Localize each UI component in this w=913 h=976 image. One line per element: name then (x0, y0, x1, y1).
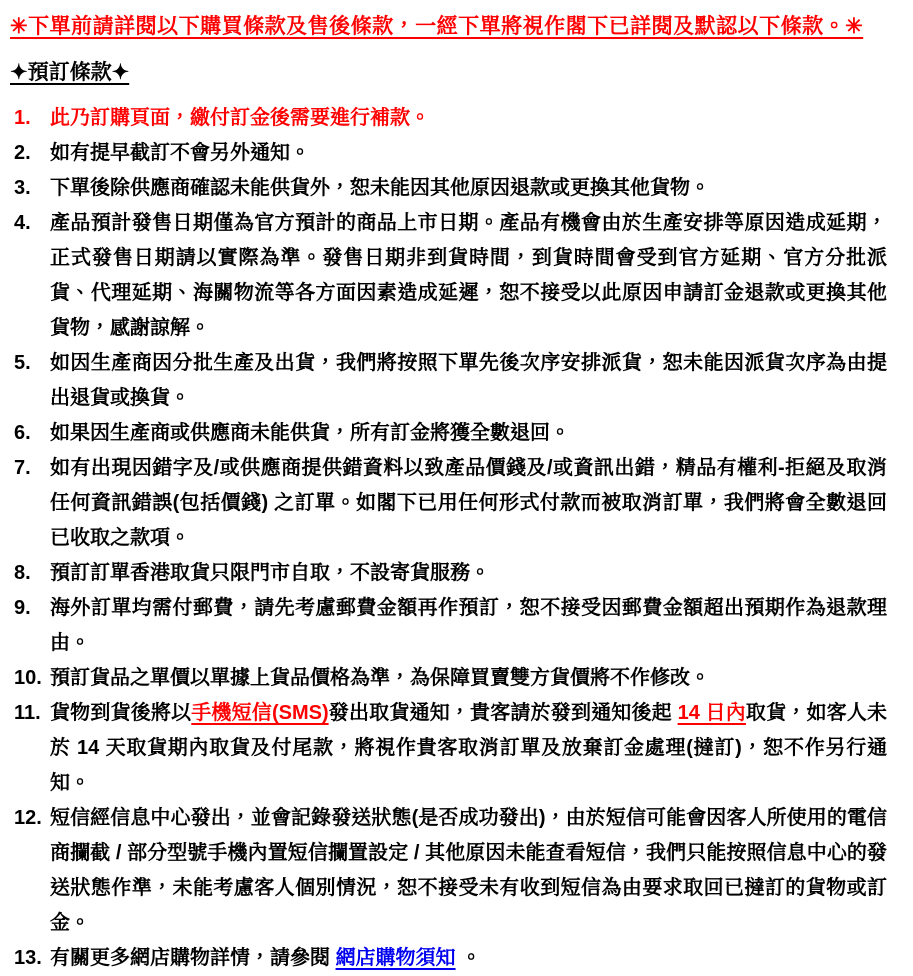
term-number: 9. (14, 597, 31, 619)
term-number: 5. (14, 352, 31, 374)
shop-guide-link[interactable]: 網店購物須知 (335, 947, 456, 969)
term-number: 4. (14, 212, 31, 234)
term-item-8 (10, 556, 887, 591)
terms-list (10, 101, 887, 976)
term-text: 貨物到貨後將以 (50, 702, 192, 724)
term-number: 11. (14, 702, 41, 724)
term-number: 10. (14, 667, 42, 689)
term-text: 下單後除供應商確認未能供貨外，恕未能因其他原因退款或更換其他貨物。 (50, 177, 710, 199)
term-number: 2. (14, 142, 31, 164)
term-item-5 (10, 346, 887, 416)
pre-order-warning-banner: ✳下單前請詳閱以下購買條款及售後條款，一經下單將視作閣下已詳閱及默認以下條款。✳ (10, 15, 864, 38)
term-text: 預訂訂單香港取貨只限門市自取，不設寄貨服務。 (50, 562, 490, 584)
term-text: 取貨，如客人未於 14 天取貨期內取貨及付尾款，將視作貴客取消訂單及放棄訂金處理(撻訂)，恕不作另行通知。 (50, 702, 887, 794)
term-text: 預訂貨品之單價以單據上貨品價格為準，為保障買賣雙方貨價將不作修改。 (50, 667, 710, 689)
term-number: 12. (14, 807, 42, 829)
term-text-highlight: 手機短信(SMS) (191, 702, 329, 724)
term-text: 海外訂單均需付郵費，請先考慮郵費金額再作預訂，恕不接受因郵費金額超出預期作為退款理由。 (50, 597, 887, 654)
term-item-12 (10, 801, 887, 941)
term-text: 有關更多網店購物詳情，請參閱 (50, 947, 336, 969)
term-item-13 (10, 941, 887, 976)
term-number: 6. (14, 422, 31, 444)
section-title-preorder-terms: ✦預訂條款✦ (10, 61, 130, 84)
term-item-1 (10, 101, 887, 136)
term-item-2 (10, 136, 887, 171)
term-item-3 (10, 171, 887, 206)
term-text: 產品預計發售日期僅為官方預計的商品上市日期。產品有機會由於生產安排等原因造成延期，正式發售日期請以實際為準。發售日期非到貨時間，到貨時間會受到官方延期、官方分批派貨、代理延期、海關物流等各方面因素造成延遲，恕不接受以此原因申請訂金退款或更換其他貨物，感謝諒解。 (50, 212, 887, 339)
term-text-highlight: 此乃訂購頁面，繳付訂金後需要進行補款。 (50, 107, 430, 129)
term-number: 7. (14, 457, 31, 479)
term-item-10 (10, 661, 887, 696)
term-text: 如因生產商因分批生產及出貨，我們將按照下單先後次序安排派貨，恕未能因派貨次序為由提出退貨或換貨。 (50, 352, 887, 409)
term-item-7 (10, 451, 887, 556)
term-text: 如有提早截訂不會另外通知。 (50, 142, 310, 164)
term-item-11 (10, 696, 887, 801)
term-number: 8. (14, 562, 31, 584)
term-item-4 (10, 206, 887, 346)
term-text: 如有出現因錯字及/或供應商提供錯資料以致產品價錢及/或資訊出錯，精品有權利-拒絕及取消任何資訊錯誤(包括價錢) 之訂單。如閣下已用任何形式付款而被取消訂單，我們將會全數退回已收取之款項。 (50, 457, 887, 549)
term-text: 。 (455, 947, 482, 969)
term-text-highlight: 14 日內 (677, 702, 746, 724)
term-item-6 (10, 416, 887, 451)
term-number: 1. (14, 107, 31, 129)
term-text: 發出取貨通知，貴客請於發到通知後起 (328, 702, 678, 724)
term-item-9 (10, 591, 887, 661)
term-text: 短信經信息中心發出，並會記錄發送狀態(是否成功發出)，由於短信可能會因客人所使用的電信商攔截 / 部分型號手機內置短信攔置設定 / 其他原因未能查看短信，我們只能按照信息中心的發送狀態作準，未能考慮客人個別情況，恕不接受未有收到短信為由要求取回已撻訂的貨物或訂金。 (50, 807, 887, 934)
term-number: 3. (14, 177, 31, 199)
term-text: 如果因生產商或供應商未能供貨，所有訂金將獲全數退回。 (50, 422, 570, 444)
term-number: 13. (14, 947, 42, 969)
